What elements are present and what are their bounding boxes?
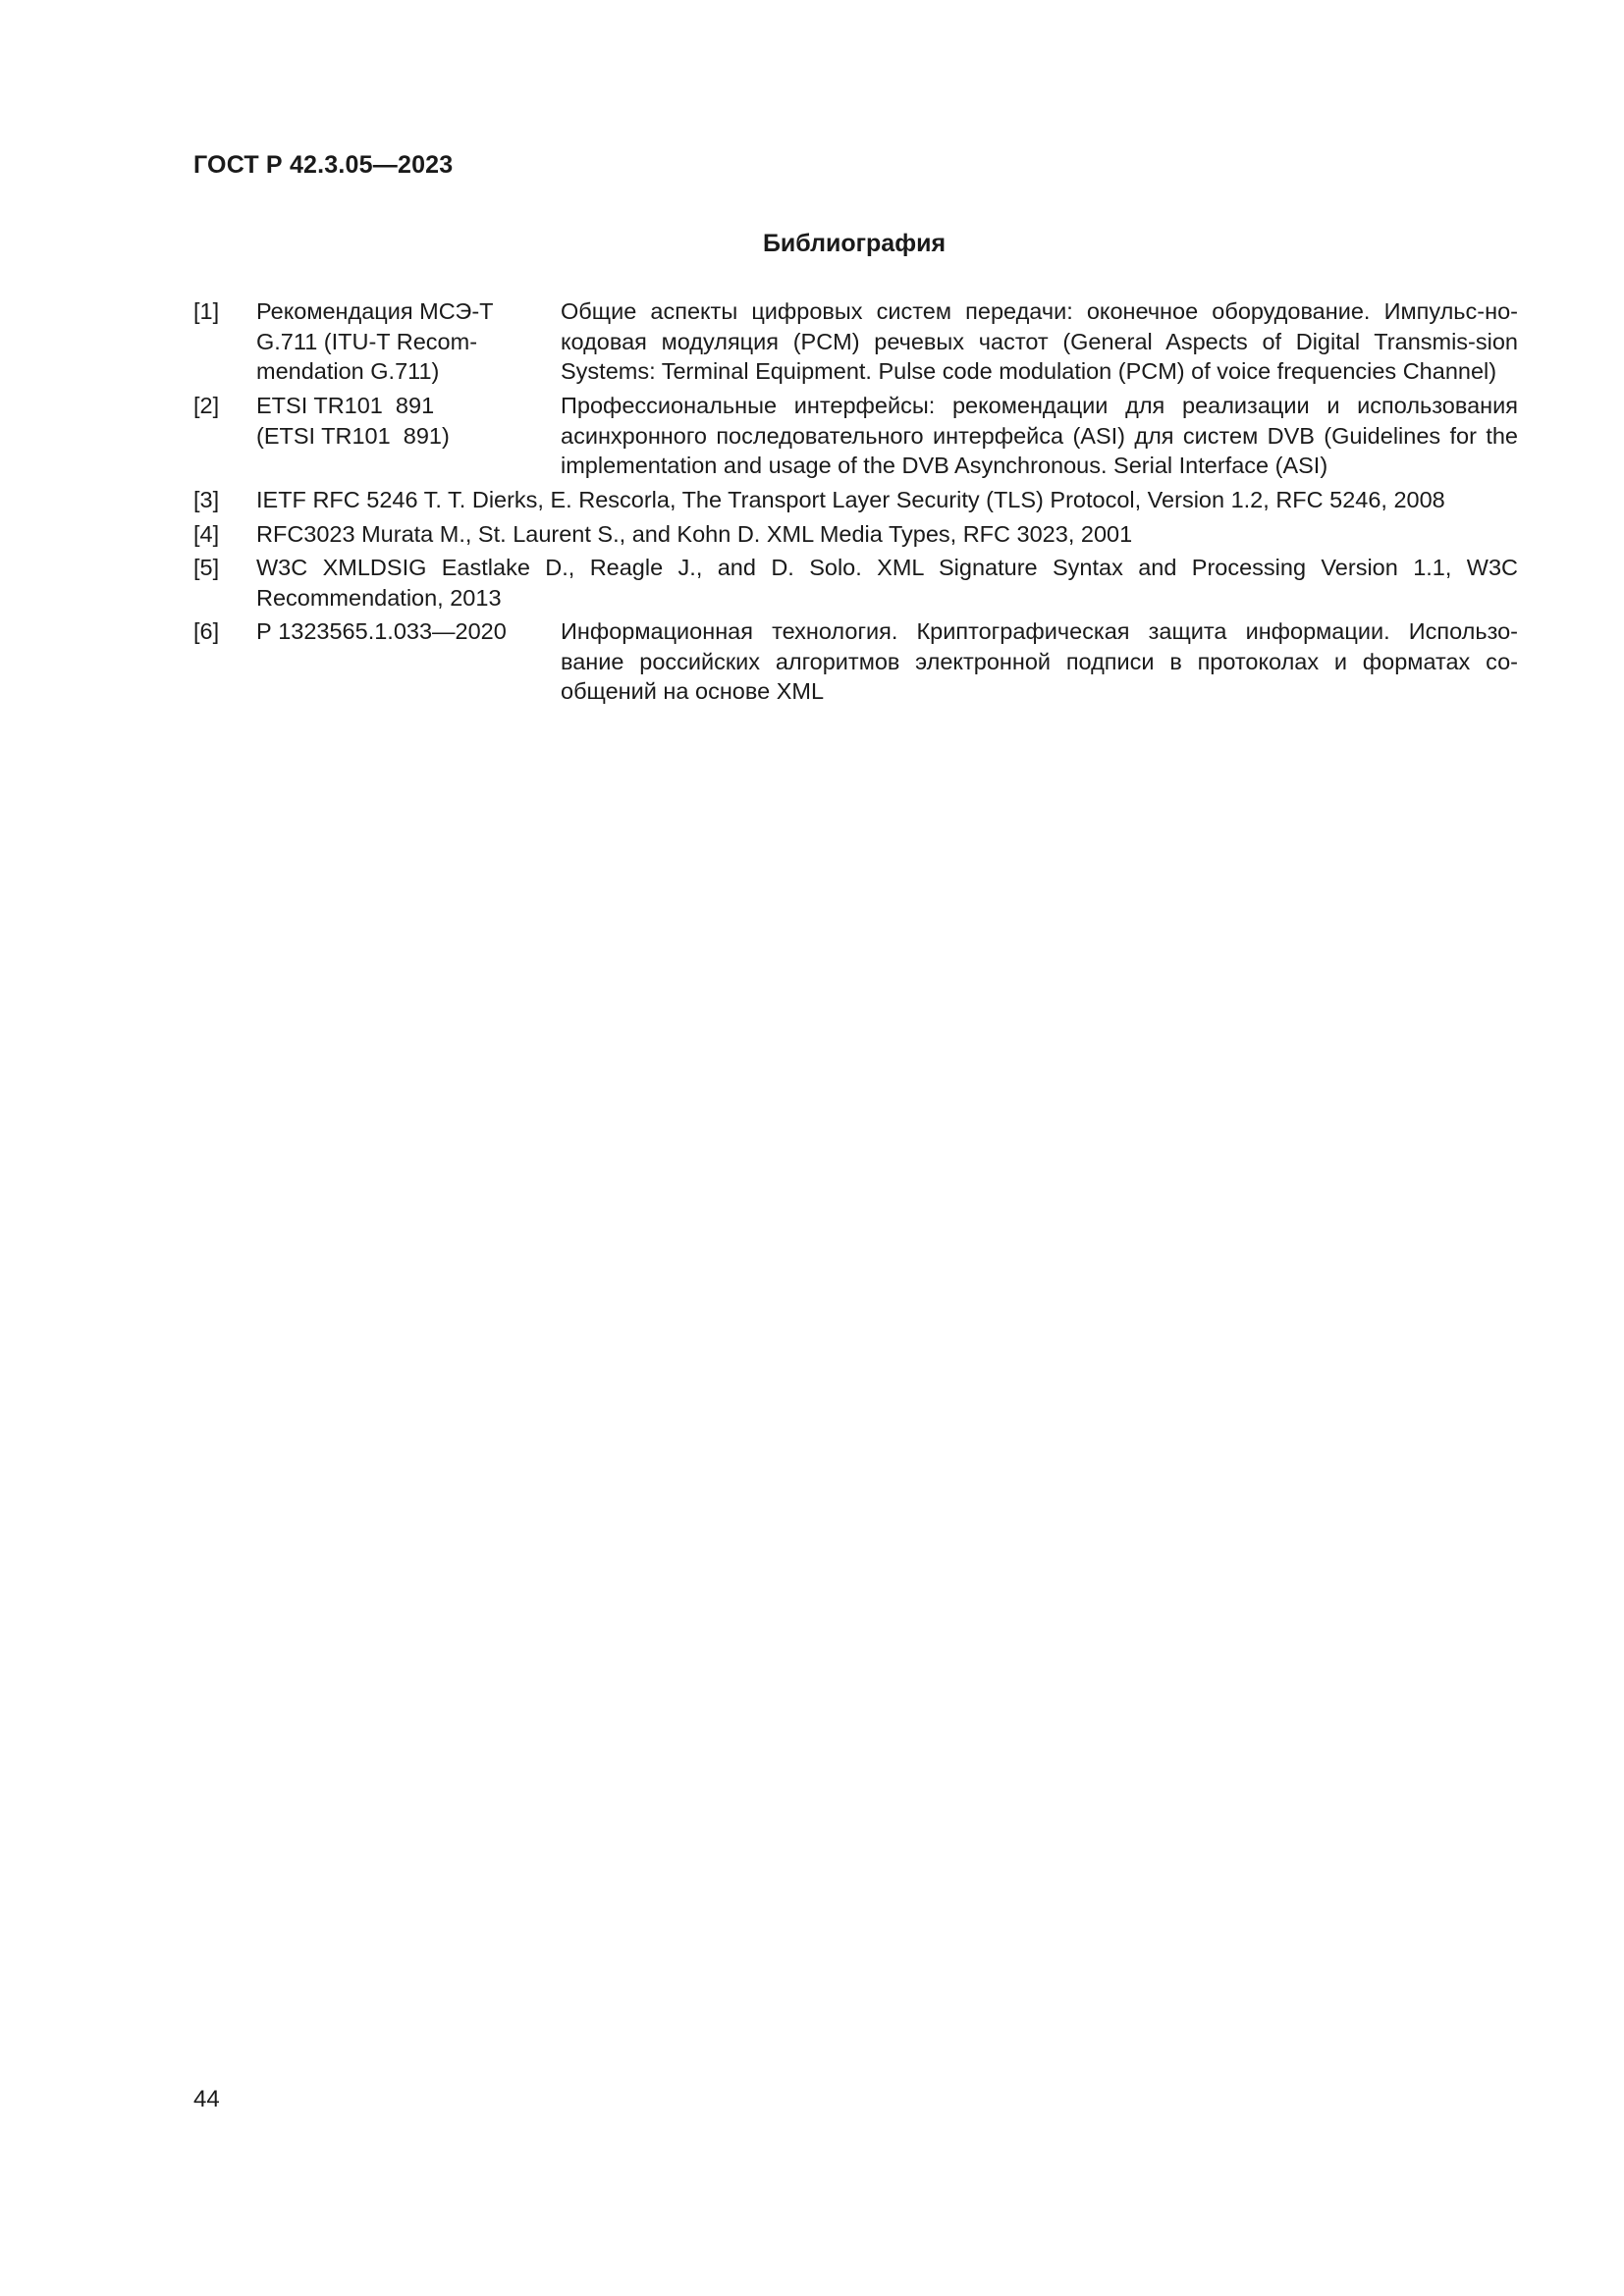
entry-code: Р 1323565.1.033—2020 (256, 618, 507, 644)
entry-text: RFC3023 Murata M., St. Laurent S., and Kohn D. XML Media Types, RFC 3023, 2001 (256, 520, 1133, 547)
bibliography-entry-3 (193, 485, 1518, 515)
entry-description: Информационная технология. Криптографическая защита информации. Использо-вание российских алгоритмов электронной подписи в протоколах и форматах со-общений на основе XML (561, 618, 1518, 704)
entry-description: Профессиональные интерфейсы: рекомендации для реализации и использования асинхронного последовательного интерфейса (ASI) для систем DVB (Guidelines for the implementation and usage of the DVB Asynchronous. Serial Interface (ASI) (561, 393, 1518, 478)
bibliography-entry-2 (193, 391, 1518, 481)
entry-code: Рекомендация МСЭ-Т G.711 (ITU-T Recom- mendation G.711) (256, 298, 494, 384)
bibliography-entry-6 (193, 616, 1518, 707)
bibliography-title: Библиография (762, 230, 947, 257)
entry-number: [4] (193, 520, 220, 547)
entry-description: Общие аспекты цифровых систем передачи: оконечное оборудование. Импульс-но-кодовая модуляция (PCM) речевых частот (General Aspects of Digital Transmis-sion Systems: Terminal Equipment. Pulse code modulation (PCM) of voice frequencies Channel) (561, 298, 1518, 384)
entry-text: W3C XMLDSIG Eastlake D., Reagle J., and D. Solo. XML Signature Syntax and Processing Version 1.1, W3C Recommendation, 2013 (256, 555, 1518, 611)
entry-number: [5] (193, 555, 220, 580)
entry-number: [1] (193, 298, 220, 324)
entry-number: [6] (193, 618, 220, 644)
page-number: 44 (193, 2086, 220, 2112)
entry-code: ETSI TR101 891 (ETSI TR101 891) (256, 393, 450, 449)
bibliography-list (193, 296, 1518, 711)
bibliography-entry-1 (193, 296, 1518, 387)
bibliography-entry-5 (193, 553, 1518, 613)
entry-number: [3] (193, 487, 220, 512)
entry-text: IETF RFC 5246 T. T. Dierks, E. Rescorla, The Transport Layer Security (TLS) Protocol, Version 1.2, RFC 5246, 2008 (256, 487, 1445, 512)
entry-number: [2] (193, 393, 220, 418)
bibliography-entry-4 (193, 519, 1518, 550)
document-code: ГОСТ Р 42.3.05—2023 (193, 151, 454, 179)
